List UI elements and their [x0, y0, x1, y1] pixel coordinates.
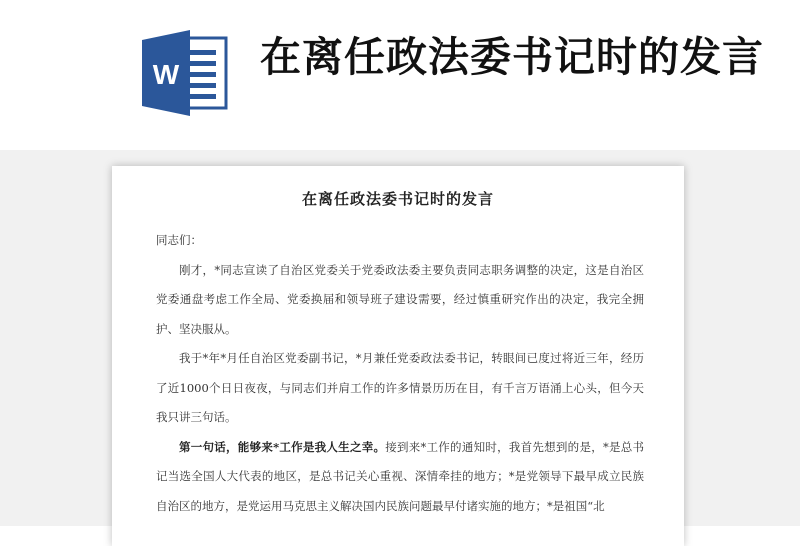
- paragraph-3: [156, 433, 644, 522]
- header-band: [0, 0, 800, 150]
- document-body: [156, 226, 644, 521]
- page-title: 在离任政法委书记时的发言: [260, 33, 764, 81]
- salutation: 同志们：: [156, 233, 202, 247]
- word-document-icon: [140, 30, 232, 116]
- paragraph-3-lead: 第一句话，能够来*工作是我人生之幸。: [179, 439, 386, 454]
- paragraph-3-text: 接到来*工作的通知时，我首先想到的是，*是总书记当选全国人大代表的地区，是总书记关心重视、深情牵挂的地方；*是党领导下最早成立民族自治区的地方，是党运用马克思主义解决国内民族问题最早付诸实施的地方；*是祖国“北: [156, 439, 644, 513]
- word-icon-letter: W: [152, 59, 180, 90]
- paragraph-1: 刚才，*同志宣读了自治区党委关于党委政法委主要负责同志职务调整的决定，这是自治区党委通盘考虑工作全局、党委换届和领导班子建设需要，经过慎重研究作出的决定，我完全拥护、坚决服从。: [156, 262, 644, 336]
- paragraph-2: 我于*年*月任自治区党委副书记，*月兼任党委政法委书记，转眼间已度过将近三年，经历了近1000个日日夜夜，与同志们并肩工作的许多情景历历在目，有千言万语涌上心头，但今天我只讲三句话。: [156, 351, 644, 424]
- document-page: [112, 166, 684, 546]
- document-title: 在离任政法委书记时的发言: [301, 190, 494, 208]
